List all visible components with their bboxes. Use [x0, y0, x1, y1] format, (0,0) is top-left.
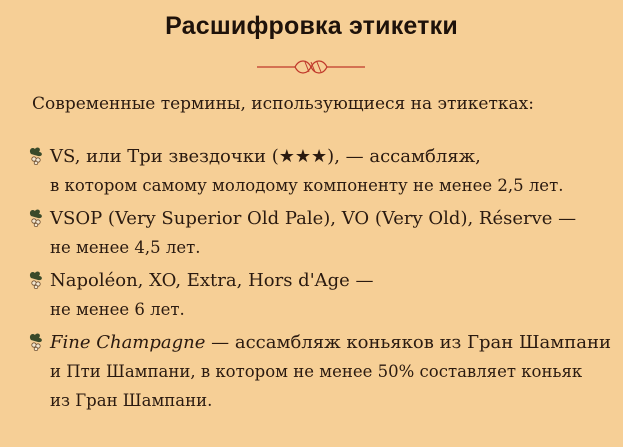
term-desc-line: и Пти Шампани, в котором не менее 50% составляет коньяк — [50, 362, 583, 381]
term: Fine Champagne — [50, 332, 206, 353]
list-item — [26, 266, 616, 324]
term-desc-line: не менее 6 лет. — [50, 300, 185, 319]
grape-leaf-icon — [26, 145, 46, 165]
ornament-divider-icon — [255, 56, 367, 78]
terms-list — [26, 142, 616, 419]
term: Napoléon, XO, Extra, Hors d'Age — — [50, 270, 374, 291]
list-item — [26, 204, 616, 262]
grape-leaf-icon — [26, 331, 46, 351]
term-desc-line: в котором самому молодому компоненту не менее 2,5 лет. — [50, 176, 564, 195]
grape-leaf-icon — [26, 207, 46, 227]
list-item — [26, 328, 616, 415]
term: VSOP (Very Superior Old Pale), VO (Very Old), Réserve — — [50, 208, 577, 229]
term-desc: — ассамбляж коньяков из Гран Шампани — [205, 332, 611, 353]
term: VS, или Три звездочки (★★★), — [50, 146, 340, 167]
grape-leaf-icon — [26, 269, 46, 289]
term-desc-line: не менее 4,5 лет. — [50, 238, 201, 257]
list-item — [26, 142, 616, 200]
page-title: Расшифровка этикетки — [165, 12, 458, 40]
intro-text: Современные термины, использующиеся на этикетках: — [32, 94, 534, 114]
term-desc-line: из Гран Шампани. — [50, 391, 213, 410]
term-desc: — ассамбляж, — [339, 146, 481, 167]
